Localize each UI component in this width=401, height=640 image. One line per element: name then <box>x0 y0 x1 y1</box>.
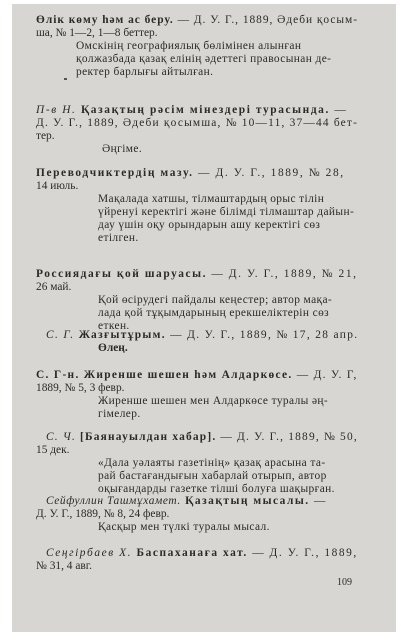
entry-text: — <box>329 104 348 116</box>
page-number: 109 <box>337 577 352 588</box>
entry-text-line <box>98 193 324 206</box>
entry-text-line <box>98 294 332 307</box>
entry-text: Омскінің географиялық бөлімінен алынған <box>76 40 302 52</box>
entry-text: — Д. У. Г., 1889, № 50, <box>216 431 358 443</box>
entry-text: — Д. У. Г., 1889, № 21, <box>207 268 358 280</box>
entry-heading-line <box>36 369 358 382</box>
entry-text-line <box>36 508 169 521</box>
entry-text: қолжазбада қазақ елінің әдеттегі правосынан де- <box>76 53 332 65</box>
entry-text: № 31, 4 авг. <box>36 560 93 572</box>
entry-text: еткен. <box>98 320 130 332</box>
entry-text-line <box>98 342 128 355</box>
entry-text-line <box>36 180 78 193</box>
entry-text-line <box>98 470 327 483</box>
entry-text: Д. У. Г., 1889, № 8, 24 февр. <box>36 508 170 520</box>
entry-author-text: С. Ч. <box>46 431 76 443</box>
entry-title-text: Жиренше шешен һәм Алдаркөсе. <box>79 369 293 381</box>
entry-text: Д. У. Г., 1889, Әдеби қосымша, № 10—11, 37—44 бет- <box>36 117 359 129</box>
entry-text-line <box>36 27 158 40</box>
entry-text: лада қой тұқымдарының ерекшеліктерін сөз <box>98 307 330 319</box>
entry-text: Қасқыр мен түлкі туралы мысал. <box>98 521 270 533</box>
entry-text: Қой өсірудегі пайдалы кеңестер; автор мақа- <box>98 294 333 306</box>
entry-text-line <box>98 206 354 219</box>
entry-author-text: Сеңгірбаев Х. <box>46 547 133 559</box>
entry-title-text: С. Г-н. <box>36 369 80 381</box>
entry-text-line <box>98 457 326 470</box>
entry-title-text: Переводчиктердің мазу. <box>36 167 194 179</box>
entry-text: тер. <box>36 130 55 142</box>
entry-heading-line <box>36 268 358 281</box>
entry-text: дау үшін оқу орындарын ашу керектігі сөз <box>98 219 321 231</box>
entry-text: үйренуі керектігі және білімді тілмаштар дайын- <box>98 206 355 218</box>
entry-heading-line <box>36 167 345 180</box>
entry-text: «Дала уәлаяты газетінің» қазақ арасына та- <box>98 457 326 469</box>
entry-author-text: С. Г. <box>46 329 75 341</box>
entry-text: ректер барлығы айтылған. <box>76 66 214 78</box>
entry-title-text: [Баянауылдан хабар]. <box>76 431 217 443</box>
entry-text-line <box>98 521 270 534</box>
entry-text-line <box>36 444 69 457</box>
entry-text: Жиренше шешен мен Алдаркөсе туралы әң- <box>98 395 329 407</box>
entry-text-line <box>36 281 71 294</box>
entry-text-line <box>36 130 55 143</box>
entry-text: гімелер. <box>98 408 141 420</box>
entry-title-text: Өлік көму һәм ас беру. <box>36 14 174 26</box>
entry-heading-line <box>36 104 347 117</box>
entry-text-line <box>36 382 124 395</box>
entry-title-text: Қазақтың мысалы. <box>180 495 310 507</box>
entry-heading-line <box>46 495 327 508</box>
entry-heading-line <box>46 329 358 342</box>
entry-title-text: Өлең. <box>98 342 128 354</box>
entry-text-line <box>102 143 142 156</box>
entry-text: — Д. У. Г., 1889, № 28, <box>193 167 345 179</box>
entry-text-line <box>36 117 358 130</box>
entry-text: — Д. У. Г, <box>292 369 358 381</box>
entry-text: — <box>309 495 327 507</box>
entry-text: 1889, № 5, 3 февр. <box>36 382 125 394</box>
entry-heading-line <box>36 14 358 27</box>
entry-author-text: П-в Н. <box>36 104 77 116</box>
entry-text: 14 июль. <box>36 180 79 192</box>
entry-text-line <box>98 408 141 421</box>
entry-text: 15 дек. <box>36 444 70 456</box>
entry-text: — Д. У. Г., 1889, <box>247 547 358 559</box>
entry-text: — Д. У. Г., 1889, Әдеби қосым- <box>173 14 358 26</box>
entry-text-line <box>98 307 329 320</box>
entry-text: рай бастағандығын хабарлай отырып, автор <box>98 470 327 482</box>
entry-text-line <box>76 53 331 66</box>
entry-text-line <box>98 232 139 245</box>
entry-text-line <box>98 219 320 232</box>
entry-text: ша, № 1—2, 1—8 беттер. <box>36 27 158 39</box>
entry-author-text: Сейфуллин Ташмұхамет. <box>46 495 181 507</box>
entry-heading-line <box>46 547 358 560</box>
entry-heading-line <box>46 431 358 444</box>
entry-title-text: Қазақтың рәсім мінездері турасында. <box>76 104 330 116</box>
print-speck <box>64 78 67 80</box>
entry-title-text: Жазғытұрым. <box>74 329 166 341</box>
entry-text-line <box>36 560 92 573</box>
entry-text: — Д. У. Г., 1889, № 17, 28 апр. <box>165 329 359 341</box>
entry-title-text: Россиядағы қой шаруасы. <box>36 268 207 280</box>
entry-text: 26 май. <box>36 281 72 293</box>
book-page <box>12 4 396 632</box>
entry-title-text: Баспаханаға хат. <box>132 547 248 559</box>
entry-text-line <box>76 66 213 79</box>
entry-text: оқығандарды газетке тілші болуға шақырған. <box>98 483 335 495</box>
entry-text: етілген. <box>98 232 139 244</box>
entry-text-line <box>76 40 301 53</box>
entry-text: Мақалада хатшы, тілмаштардың орыс тілін <box>98 193 325 205</box>
entry-text-line <box>98 395 328 408</box>
entry-text: Әңгіме. <box>102 143 143 155</box>
